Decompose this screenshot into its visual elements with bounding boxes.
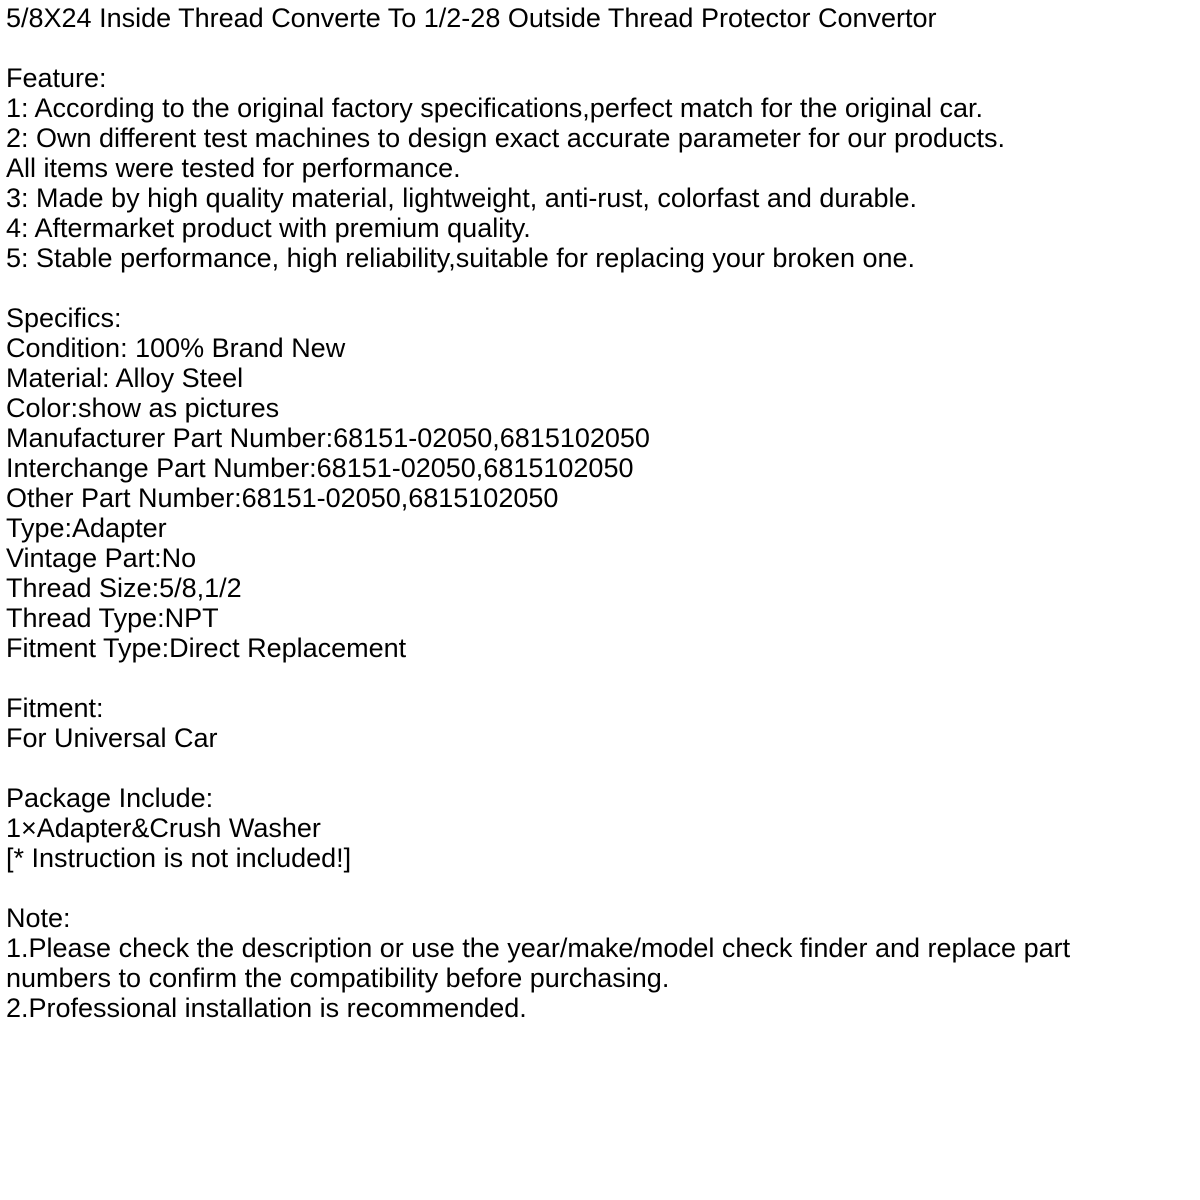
spacer bbox=[6, 33, 1194, 63]
package-line: 1×Adapter&Crush Washer bbox=[6, 813, 321, 843]
spec-line: Fitment Type:Direct Replacement bbox=[6, 633, 407, 663]
feature-line: 4: Aftermarket product with premium quality. bbox=[6, 213, 531, 243]
note-line: 2.Professional installation is recommended. bbox=[6, 993, 527, 1023]
note-heading: Note: bbox=[6, 903, 71, 933]
feature-line: All items were tested for performance. bbox=[6, 153, 461, 183]
feature-line: 3: Made by high quality material, lightweight, anti-rust, colorfast and durable. bbox=[6, 183, 917, 213]
spec-line: Interchange Part Number:68151-02050,6815102050 bbox=[6, 453, 634, 483]
spacer bbox=[6, 273, 1194, 303]
spacer bbox=[6, 663, 1194, 693]
spec-line: Condition: 100% Brand New bbox=[6, 333, 346, 363]
feature-line: 2: Own different test machines to design exact accurate parameter for our products. bbox=[6, 123, 1006, 153]
product-title: 5/8X24 Inside Thread Converte To 1/2-28 Outside Thread Protector Convertor bbox=[6, 3, 937, 33]
spec-line: Material: Alloy Steel bbox=[6, 363, 244, 393]
spec-line: Other Part Number:68151-02050,6815102050 bbox=[6, 483, 559, 513]
spacer bbox=[6, 753, 1194, 783]
spec-line: Type:Adapter bbox=[6, 513, 167, 543]
feature-heading: Feature: bbox=[6, 63, 107, 93]
feature-line: 1: According to the original factory specifications,perfect match for the original car. bbox=[6, 93, 983, 123]
feature-line: 5: Stable performance, high reliability,suitable for replacing your broken one. bbox=[6, 243, 916, 273]
fitment-heading: Fitment: bbox=[6, 693, 104, 723]
spec-line: Color:show as pictures bbox=[6, 393, 280, 423]
note-line: 1.Please check the description or use the year/make/model check finder and replace part bbox=[6, 933, 1071, 963]
specifics-heading: Specifics: bbox=[6, 303, 122, 333]
spacer bbox=[6, 873, 1194, 903]
package-heading: Package Include: bbox=[6, 783, 214, 813]
product-description bbox=[6, 3, 1194, 1023]
fitment-line: For Universal Car bbox=[6, 723, 218, 753]
note-line: numbers to confirm the compatibility before purchasing. bbox=[6, 963, 670, 993]
spec-line: Thread Size:5/8,1/2 bbox=[6, 573, 242, 603]
spec-line: Manufacturer Part Number:68151-02050,6815102050 bbox=[6, 423, 650, 453]
spec-line: Thread Type:NPT bbox=[6, 603, 219, 633]
spec-line: Vintage Part:No bbox=[6, 543, 197, 573]
package-line: [* Instruction is not included!] bbox=[6, 843, 352, 873]
